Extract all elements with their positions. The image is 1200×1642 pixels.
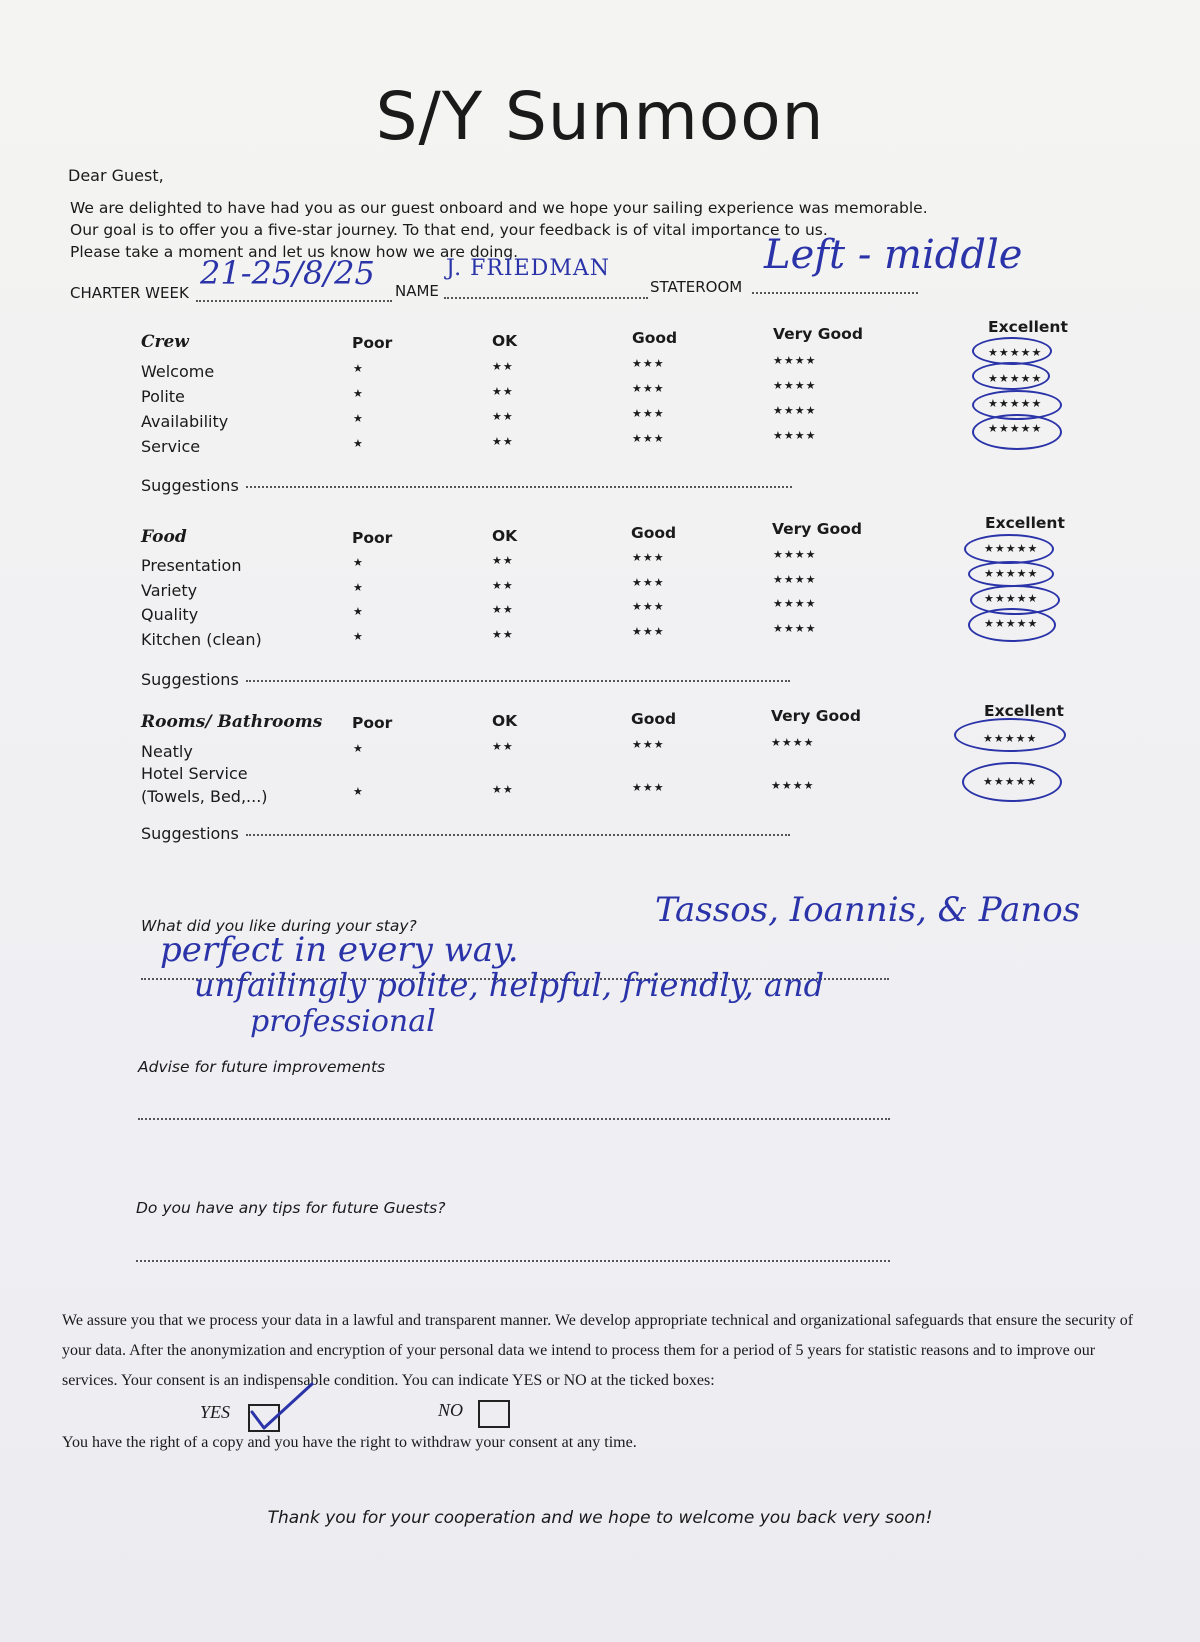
rating-very-good[interactable]: ★★★★: [773, 623, 817, 635]
rights-text: You have the right of a copy and you have the right to withdraw your consent at any time.: [62, 1434, 637, 1451]
rating-poor[interactable]: ★: [353, 786, 364, 798]
rating-poor[interactable]: ★: [353, 438, 364, 450]
rating-excellent[interactable]: ★★★★★: [983, 733, 1038, 745]
suggestions-label-food: Suggestions: [141, 670, 239, 689]
rating-good[interactable]: ★★★: [632, 383, 665, 395]
suggestions-field-food[interactable]: [246, 680, 790, 682]
question-tips: Do you have any tips for future Guests?: [136, 1199, 446, 1217]
row-label-service: Service: [141, 437, 201, 456]
rating-poor[interactable]: ★: [353, 388, 364, 400]
rating-excellent[interactable]: ★★★★★: [988, 398, 1043, 410]
rating-poor[interactable]: ★: [353, 557, 364, 569]
rating-good[interactable]: ★★★: [632, 358, 665, 370]
rating-very-good[interactable]: ★★★★: [773, 355, 817, 367]
rating-excellent[interactable]: ★★★★★: [984, 618, 1039, 630]
suggestions-label-crew: Suggestions: [141, 476, 239, 495]
header-ok: OK: [492, 712, 518, 730]
charter-week-line: [196, 300, 392, 302]
rating-good[interactable]: ★★★: [632, 433, 665, 445]
stateroom-line: [752, 292, 918, 294]
header-good: Good: [631, 710, 677, 728]
rating-excellent[interactable]: ★★★★★: [984, 568, 1039, 580]
rating-excellent[interactable]: ★★★★★: [984, 543, 1039, 555]
rating-good[interactable]: ★★★: [632, 739, 665, 751]
rating-ok[interactable]: ★★: [492, 784, 514, 796]
no-label: NO: [438, 1400, 464, 1420]
rating-poor[interactable]: ★: [353, 631, 364, 643]
rating-very-good[interactable]: ★★★★: [773, 430, 817, 442]
header-poor: Poor: [352, 529, 393, 547]
rating-very-good[interactable]: ★★★★: [773, 405, 817, 417]
header-poor: Poor: [352, 334, 393, 352]
header-good: Good: [632, 329, 678, 347]
intro-line-3: Please take a moment and let us know how we are doing.: [70, 243, 519, 261]
header-very-good: Very Good: [772, 520, 862, 538]
row-label-welcome: Welcome: [141, 362, 215, 381]
header-ok: OK: [492, 527, 518, 545]
intro-line-1: We are delighted to have had you as our guest onboard and we hope your sailing experience was memorable.: [70, 199, 928, 217]
header-very-good: Very Good: [773, 325, 863, 343]
question-liked: What did you like during your stay?: [141, 917, 417, 935]
selection-circle: [964, 534, 1054, 564]
question-improvements: Advise for future improvements: [138, 1058, 386, 1076]
rating-very-good[interactable]: ★★★★: [773, 598, 817, 610]
rating-ok[interactable]: ★★: [492, 629, 514, 641]
intro-line-2: Our goal is to offer you a five-star journey. To that end, your feedback is of vital importance to us.: [70, 221, 828, 239]
name-line: [444, 297, 648, 299]
rating-good[interactable]: ★★★: [632, 552, 665, 564]
suggestions-field-crew[interactable]: [246, 486, 792, 488]
selection-circle: [972, 337, 1052, 365]
rating-excellent[interactable]: ★★★★★: [988, 373, 1043, 385]
section-title-crew: Crew: [141, 332, 189, 352]
header-poor: Poor: [352, 714, 393, 732]
header-very-good: Very Good: [771, 707, 861, 725]
rating-good[interactable]: ★★★: [632, 577, 665, 589]
yes-label: YES: [200, 1402, 231, 1422]
charter-week-field[interactable]: 21-25/8/25: [200, 254, 375, 292]
suggestions-label-rooms: Suggestions: [141, 824, 239, 843]
suggestions-field-rooms[interactable]: [246, 834, 790, 836]
check-mark-icon: [248, 1378, 318, 1438]
rating-ok[interactable]: ★★: [492, 386, 514, 398]
rating-very-good[interactable]: ★★★★: [773, 549, 817, 561]
header-ok: OK: [492, 332, 518, 350]
rating-excellent[interactable]: ★★★★★: [988, 347, 1043, 359]
rating-ok[interactable]: ★★: [492, 361, 514, 373]
no-checkbox[interactable]: [478, 1400, 510, 1428]
selection-circle: [968, 608, 1056, 642]
rating-good[interactable]: ★★★: [632, 626, 665, 638]
row-label-availability: Availability: [141, 412, 229, 431]
row-label-variety: Variety: [141, 581, 198, 600]
row-label-presentation: Presentation: [141, 556, 242, 575]
rating-ok[interactable]: ★★: [492, 411, 514, 423]
stateroom-label: STATEROOM: [650, 278, 743, 296]
rating-excellent[interactable]: ★★★★★: [984, 593, 1039, 605]
rating-poor[interactable]: ★: [353, 363, 364, 375]
rating-poor[interactable]: ★: [353, 743, 364, 755]
row-label-polite: Polite: [141, 387, 185, 406]
rating-excellent[interactable]: ★★★★★: [988, 423, 1043, 435]
section-title-food: Food: [141, 527, 187, 547]
row-label-neatly: Neatly: [141, 742, 193, 761]
rating-very-good[interactable]: ★★★★: [773, 380, 817, 392]
rating-ok[interactable]: ★★: [492, 741, 514, 753]
selection-circle: [954, 718, 1066, 752]
rating-good[interactable]: ★★★: [632, 782, 665, 794]
rating-ok[interactable]: ★★: [492, 555, 514, 567]
stateroom-field[interactable]: Left - middle: [764, 232, 1023, 278]
liked-answer-line-2[interactable]: perfect in every way.: [160, 930, 519, 970]
charter-week-label: CHARTER WEEK: [70, 284, 189, 302]
rating-very-good[interactable]: ★★★★: [771, 780, 815, 792]
greeting: Dear Guest,: [68, 166, 164, 185]
liked-answer-line-4[interactable]: professional: [250, 1004, 436, 1039]
row-label-kitchen: Kitchen (clean): [141, 630, 262, 649]
rating-good[interactable]: ★★★: [632, 601, 665, 613]
name-label: NAME: [395, 282, 439, 300]
data-consent-text: We assure you that we process your data in a lawful and transparent manner. We develop appropriate technical and organizational safeguards that ensure the security of your data. After the anonymization and encryption of your personal data we intend to process them for a period of 5 years for statistic reasons and to improve our services. Your consent is an indispensable condition. You can indicate YES or NO at the ticked boxes:: [62, 1312, 1134, 1389]
section-title-rooms: Rooms/ Bathrooms: [141, 712, 323, 732]
rating-ok[interactable]: ★★: [492, 604, 514, 616]
improvements-field[interactable]: [138, 1118, 890, 1120]
name-field[interactable]: J. FRIEDMAN: [446, 256, 610, 281]
rating-ok[interactable]: ★★: [492, 436, 514, 448]
row-label-hotel-service: Hotel Service (Towels, Bed,...): [141, 764, 268, 806]
header-excellent: Excellent: [985, 514, 1065, 532]
header-excellent: Excellent: [984, 702, 1064, 720]
page-title: S/Y Sunmoon: [375, 78, 825, 155]
liked-answer-line-3[interactable]: unfailingly polite, helpful, friendly, and: [194, 966, 825, 1004]
thank-you-message: Thank you for your cooperation and we hope to welcome you back very soon!: [267, 1508, 933, 1528]
selection-circle: [972, 362, 1050, 390]
row-label-quality: Quality: [141, 605, 199, 624]
rating-poor[interactable]: ★: [353, 413, 364, 425]
header-excellent: Excellent: [988, 318, 1068, 336]
rating-very-good[interactable]: ★★★★: [773, 574, 817, 586]
selection-circle: [968, 561, 1054, 587]
selection-circle: [972, 414, 1062, 450]
rating-excellent[interactable]: ★★★★★: [983, 776, 1038, 788]
rating-poor[interactable]: ★: [353, 582, 364, 594]
header-good: Good: [631, 524, 677, 542]
rating-good[interactable]: ★★★: [632, 408, 665, 420]
rating-very-good[interactable]: ★★★★: [771, 737, 815, 749]
rating-ok[interactable]: ★★: [492, 580, 514, 592]
rating-poor[interactable]: ★: [353, 606, 364, 618]
liked-answer-line-1[interactable]: Tassos, Ioannis, & Panos: [655, 890, 1081, 930]
selection-circle: [962, 762, 1062, 802]
tips-field[interactable]: [136, 1260, 890, 1262]
